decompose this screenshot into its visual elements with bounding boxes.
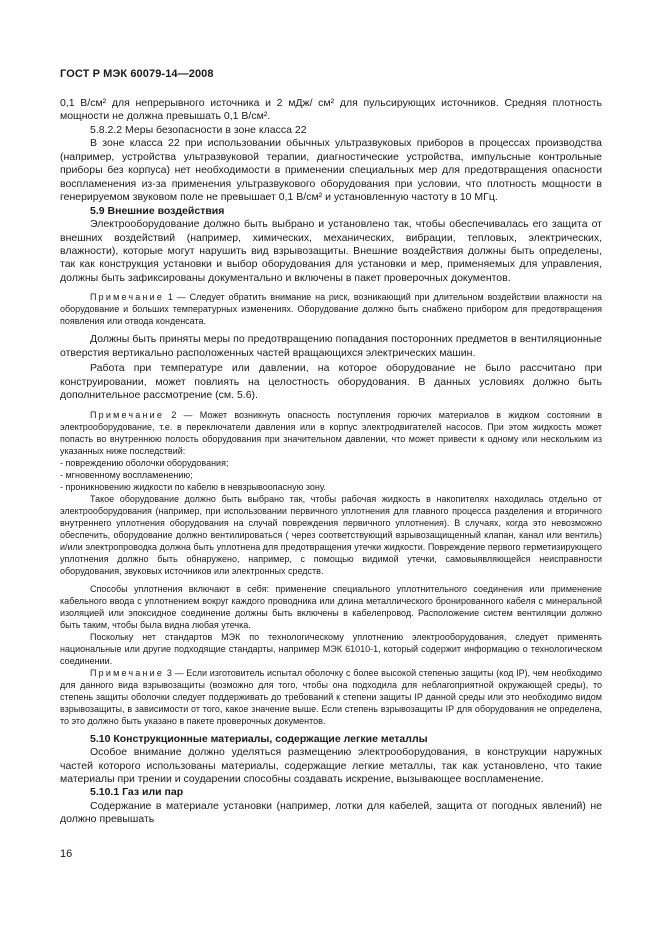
paragraph: В зоне класса 22 при использовании обычных ультразвуковых приборов в процессах производства (например, устройства ультразвуковой терапии, диагностические устройства, импульсные контрольные приборы без корпуса) нет необходимости в применении специальных мер для предотвращения опасности воспламенения из-за применения ультразвукового оборудования при условии, что плотность мощности в генерируемом звуковом поле не превышает 0,1 В/см² и установленную частоту в 10 МГц. xyxy=(60,137,602,204)
paragraph: Электрооборудование должно быть выбрано и установлено так, чтобы обеспечивалась его защита от внешних воздействий (например, химических, механических, вибрации, тепловых, электрических, влажности), которые могут нарушить вид взрывозащиты. Внешние воздействия должны быть определены, так как конструкция установки и выбор оборудования для установки и мер, применяемых для управления, должны быть зафиксированы документально и включены в пакет проверочных документов. xyxy=(60,218,602,284)
paragraph: Работа при температуре или давлении, на которое оборудование не было рассчитано при конструировании, может повлиять на целостность оборудования. В данных условиях должно быть дополнительное рассмотрение (см. 5.6). xyxy=(60,362,602,402)
note xyxy=(60,667,602,727)
subsection-heading: 5.10.1 Газ или пар xyxy=(90,786,184,799)
page-body xyxy=(60,97,602,827)
note-paragraph: Такое оборудование должно быть выбрано так, чтобы рабочая жидкость в накопителях находилась отдельно от электрооборудования (например, при использовании первичного уплотнения для главного процесса разделения и вторичного внутреннего уплотнения оборудования на случай повреждения первичного уплотнения). В случаях, когда это невозможно обеспечить, оборудование должно вентилироваться ( через соответствующий взрывозащищенный клапан, канал или вентиль) и/или электропроводка должна быть уплотнена для предотвращения утечки жидкости. Повреждение первого герметизирующего уплотнения должно быть обнаружено, например, с помощью видимой утечки, самовыявляющейся неисправности оборудования, звуковых источников или электронных средств. xyxy=(60,493,602,576)
list-item: - проникновению жидкости по кабелю в невзрывоопасную зону. xyxy=(60,481,326,492)
note-text: 3 — Если изготовитель испытал оболочку с более высокой степенью защиты (код IP), чем необходимо для данного вида взрывозащиты (возможно для того, чтобы она подходила для неблагоприятной окружающей среды), то степень защиты оболочки следует поддерживать до требований к степени защиты IP данной среды или это необходимо видом взрывозащиты, в зависимости от того, какое значение выше. Если степень взрывозащиты IP для оборудования не определена, то это должно быть указано в пакете проверочных документов. xyxy=(60,667,602,726)
note-paragraph: Поскольку нет стандартов МЭК по технологическому уплотнению электрооборудования, следует применять национальные или другие подходящие стандарты, например МЭК 61010-1, который содержит информацию о технологическом соединении. xyxy=(60,631,602,666)
note xyxy=(60,409,602,457)
list-item: - мгновенному воспламенению; xyxy=(60,469,193,480)
note xyxy=(60,291,602,327)
note-label: Примечание xyxy=(90,409,165,420)
note-text: 1 — Следует обратить внимание на риск, возникающий при длительном воздействии влажности на оборудование и больших температурных изменениях. Оборудование должно быть снабжено прибором для предотвращения появления или отвода конденсата. xyxy=(60,292,602,327)
note-paragraph: Способы уплотнения включают в себя: применение специального уплотнительного соединения или применение кабельного ввода с уплотнением вокруг каждого проводника или длина металлического бронированного кабеля с минеральной изоляцией или эпоксидное соединение должны быть включены в кабелепровод. Расположение систем вентиляции должно быть таким, чтобы была видна любая утечка. xyxy=(60,583,602,630)
list-item: - повреждению оболочки оборудования; xyxy=(60,457,229,468)
paragraph: Должны быть приняты меры по предотвращению попадания посторонних предметов в вентиляционные отверстия вертикально расположенных частей вращающихся электрических машин. xyxy=(60,333,602,359)
page-number: 16 xyxy=(60,848,73,860)
page-header: ГОСТ Р МЭК 60079-14—2008 xyxy=(60,68,214,80)
section-heading: 5.9 Внешние воздействия xyxy=(90,204,225,217)
subsection-title: 5.8.2.2 Меры безопасности в зоне класса 22 xyxy=(90,123,307,136)
note-label: Примечание xyxy=(90,292,165,303)
note-text: 2 — Может возникнуть опасность поступления горючих материалов в жидком состоянии в электрооборудование, т.е. в переключатели давления или в корпус электродвигателей насосов. При этом жидкость может попасть во внутреннюю полость оборудования при значительном давлении, что может привести к одному или нескольким из указанных ниже последствий: xyxy=(60,409,602,456)
note-label: Примечание xyxy=(90,667,165,678)
paragraph: Особое внимание должно уделяться размещению электрооборудования, в конструкции наружных частей которого использованы материалы, содержащие легкие металлы, так как установлено, что такие материалы при трении и соударении способны создавать искрение, вызывающее воспламенение. xyxy=(60,746,602,785)
section-heading: 5.10 Конструкционные материалы, содержащие легкие металлы xyxy=(90,732,428,745)
paragraph: 0,1 В/см² для непрерывного источника и 2 мДж/ см² для пульсирующих источников. Средняя плотность мощности не должна превышать 0,1 В/см². xyxy=(60,97,602,123)
paragraph: Содержание в материале установки (например, лотки для кабелей, защита от погодных явлений) не должно превышать xyxy=(60,799,602,826)
